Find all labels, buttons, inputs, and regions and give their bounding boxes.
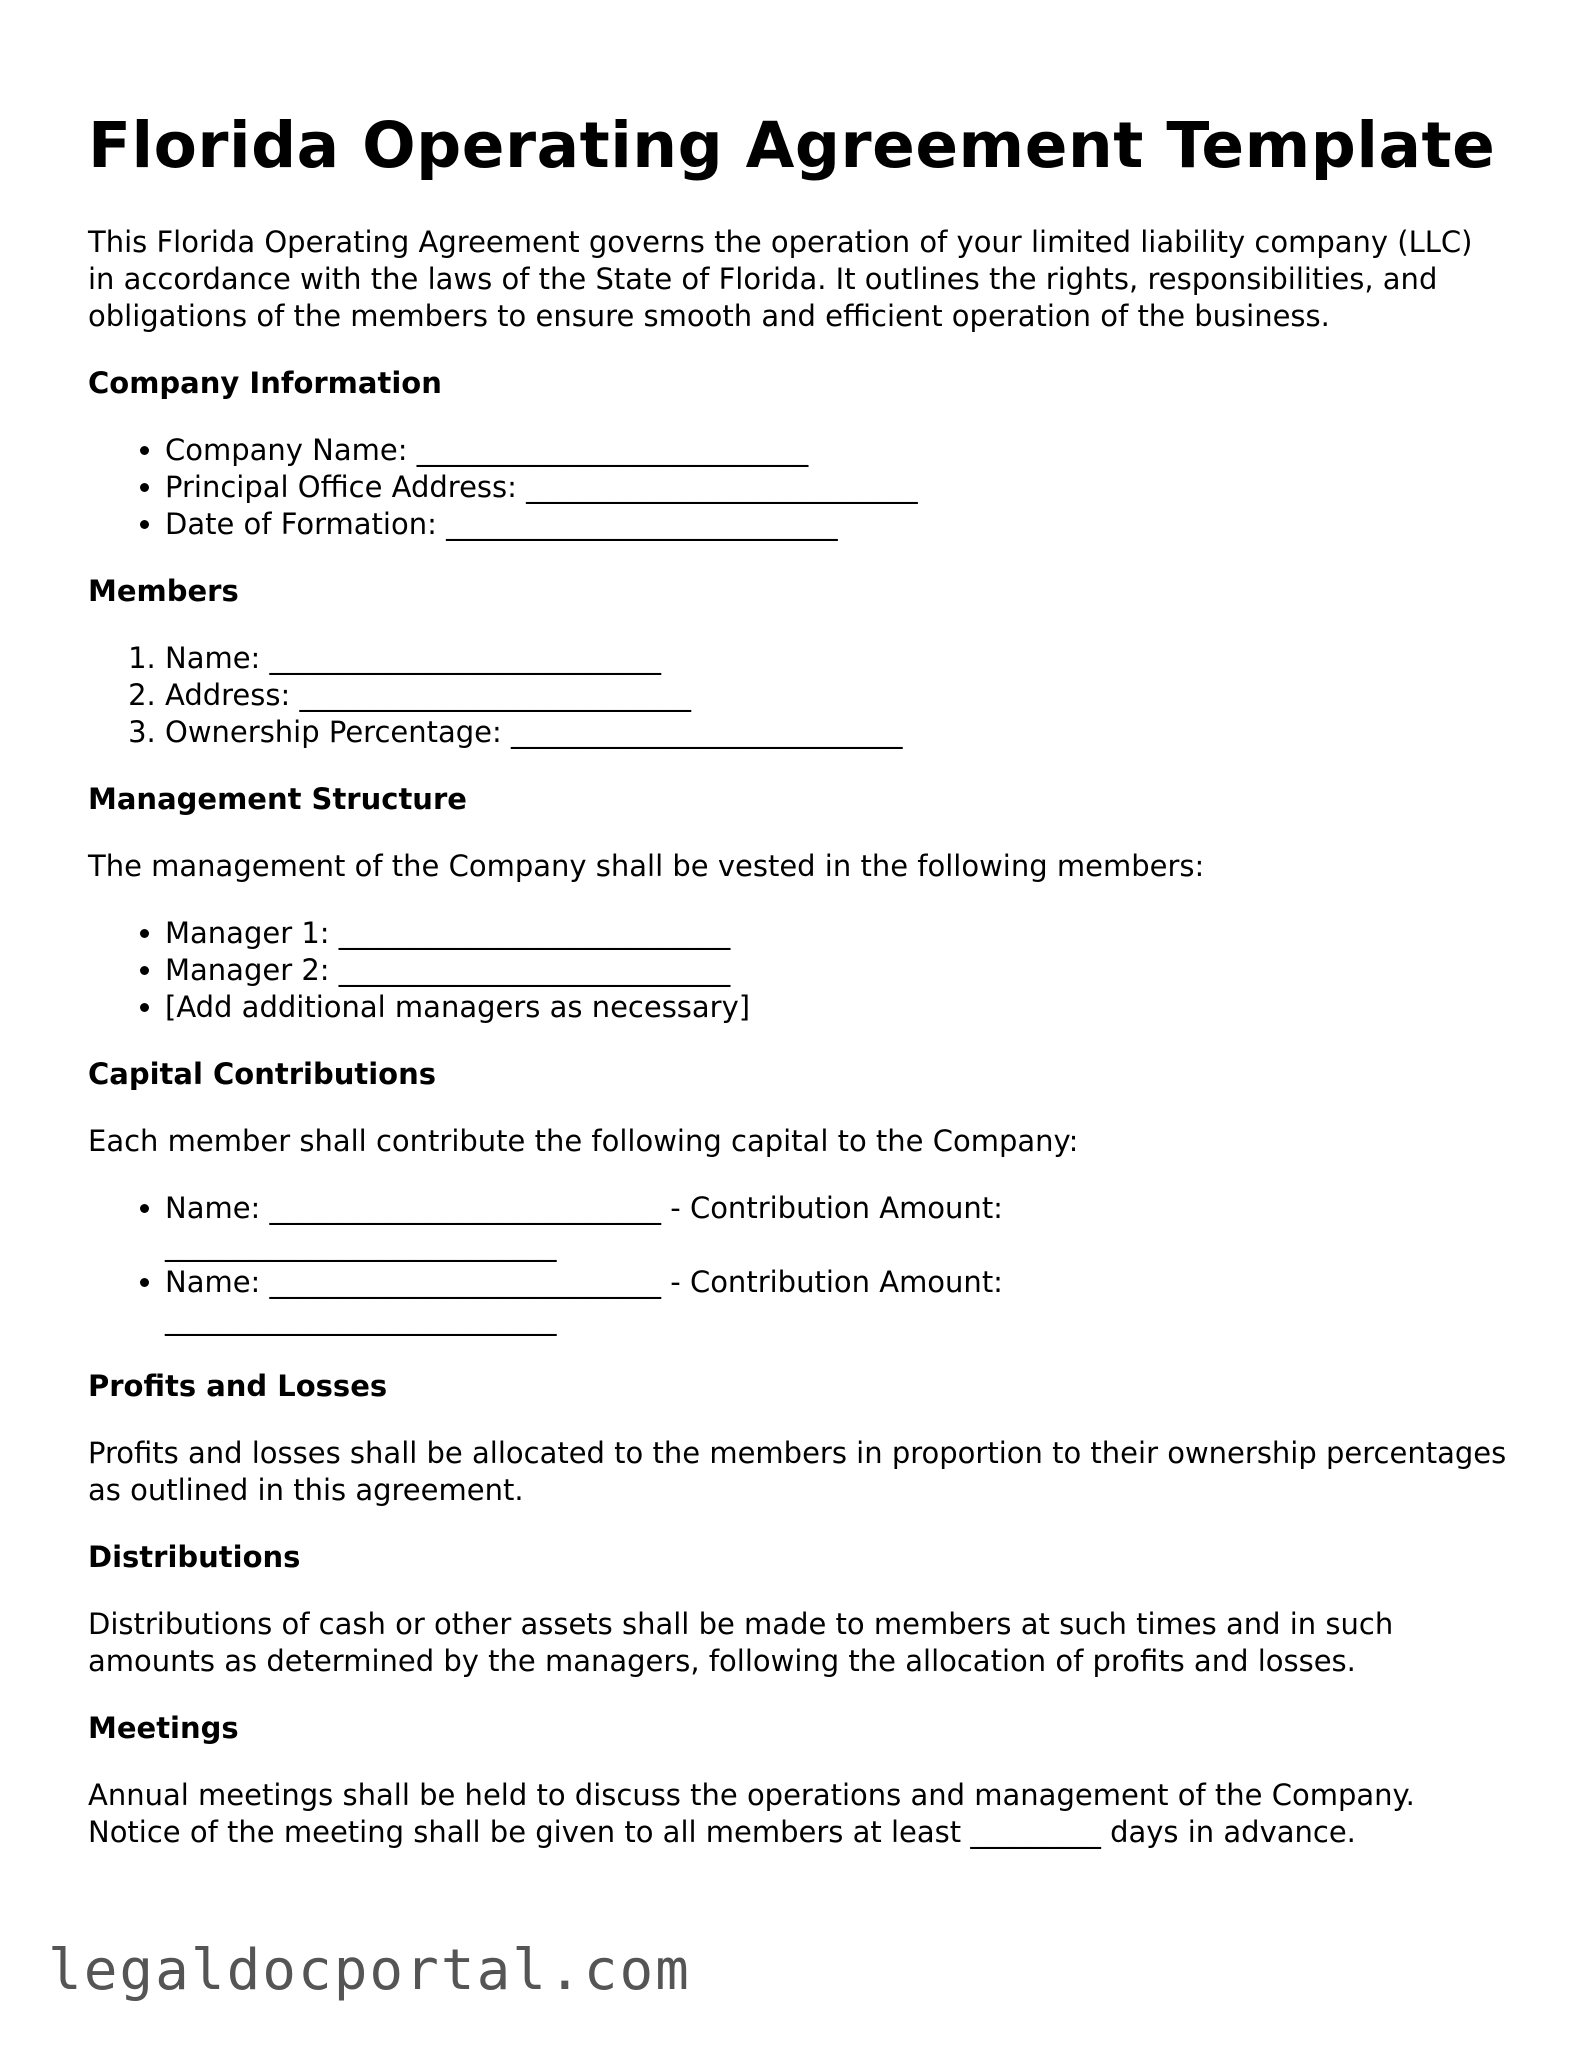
members-heading: Members <box>88 573 239 608</box>
distributions-text: Distributions of cash or other assets shall be made to members at such times and in such amounts as determined by the managers, following the allocation of profits and losses. <box>88 1606 1394 1678</box>
company-info-heading: Company Information <box>88 365 442 400</box>
site-watermark: legaldocportal.com <box>48 1938 691 2003</box>
list-item: 1. Name: ___________________________ <box>165 640 1508 677</box>
company-info-list <box>88 432 1508 543</box>
management-heading: Management Structure <box>88 781 467 816</box>
document-title: Florida Operating Agreement Template <box>88 109 1496 182</box>
list-item: • Name: ___________________________ - Contribution Amount: ___________________________ <box>165 1190 1128 1264</box>
list-item: • Company Name: ___________________________ <box>165 432 1508 469</box>
list-item: • Manager 1: ___________________________ <box>165 915 1508 952</box>
profits-heading: Profits and Losses <box>88 1368 388 1403</box>
profits-text: Profits and losses shall be allocated to the members in proportion to their ownership percentages as outlined in this agreement. <box>88 1435 1507 1507</box>
list-item: 3. Ownership Percentage: ___________________________ <box>165 714 1508 751</box>
distributions-heading: Distributions <box>88 1539 301 1574</box>
list-item: • Principal Office Address: ___________________________ <box>165 469 1508 506</box>
capital-text: Each member shall contribute the following capital to the Company: <box>88 1123 1079 1158</box>
meetings-text: Annual meetings shall be held to discuss the operations and management of the Company. Notice of the meeting shall be given to all members at least _________ days in advance. <box>88 1777 1415 1849</box>
list-item: • Date of Formation: ___________________________ <box>165 506 1508 543</box>
list-item: • Name: ___________________________ - Contribution Amount: ___________________________ <box>165 1264 1128 1338</box>
managers-list <box>88 915 1508 1026</box>
meetings-heading: Meetings <box>88 1710 239 1745</box>
intro-paragraph: This Florida Operating Agreement governs the operation of your limited liability company (LLC) in accordance with the laws of the State of Florida. It outlines the rights, responsibilities, and obligations of the members to ensure smooth and efficient operation of the business. <box>88 224 1473 333</box>
capital-heading: Capital Contributions <box>88 1056 437 1091</box>
list-item: • Manager 2: ___________________________ <box>165 952 1508 989</box>
document-page <box>88 108 1508 1881</box>
capital-list <box>88 1190 1508 1338</box>
management-text: The management of the Company shall be vested in the following members: <box>88 848 1205 883</box>
list-item: 2. Address: ___________________________ <box>165 677 1508 714</box>
list-item: • [Add additional managers as necessary] <box>165 989 1508 1026</box>
members-list <box>88 640 1508 751</box>
